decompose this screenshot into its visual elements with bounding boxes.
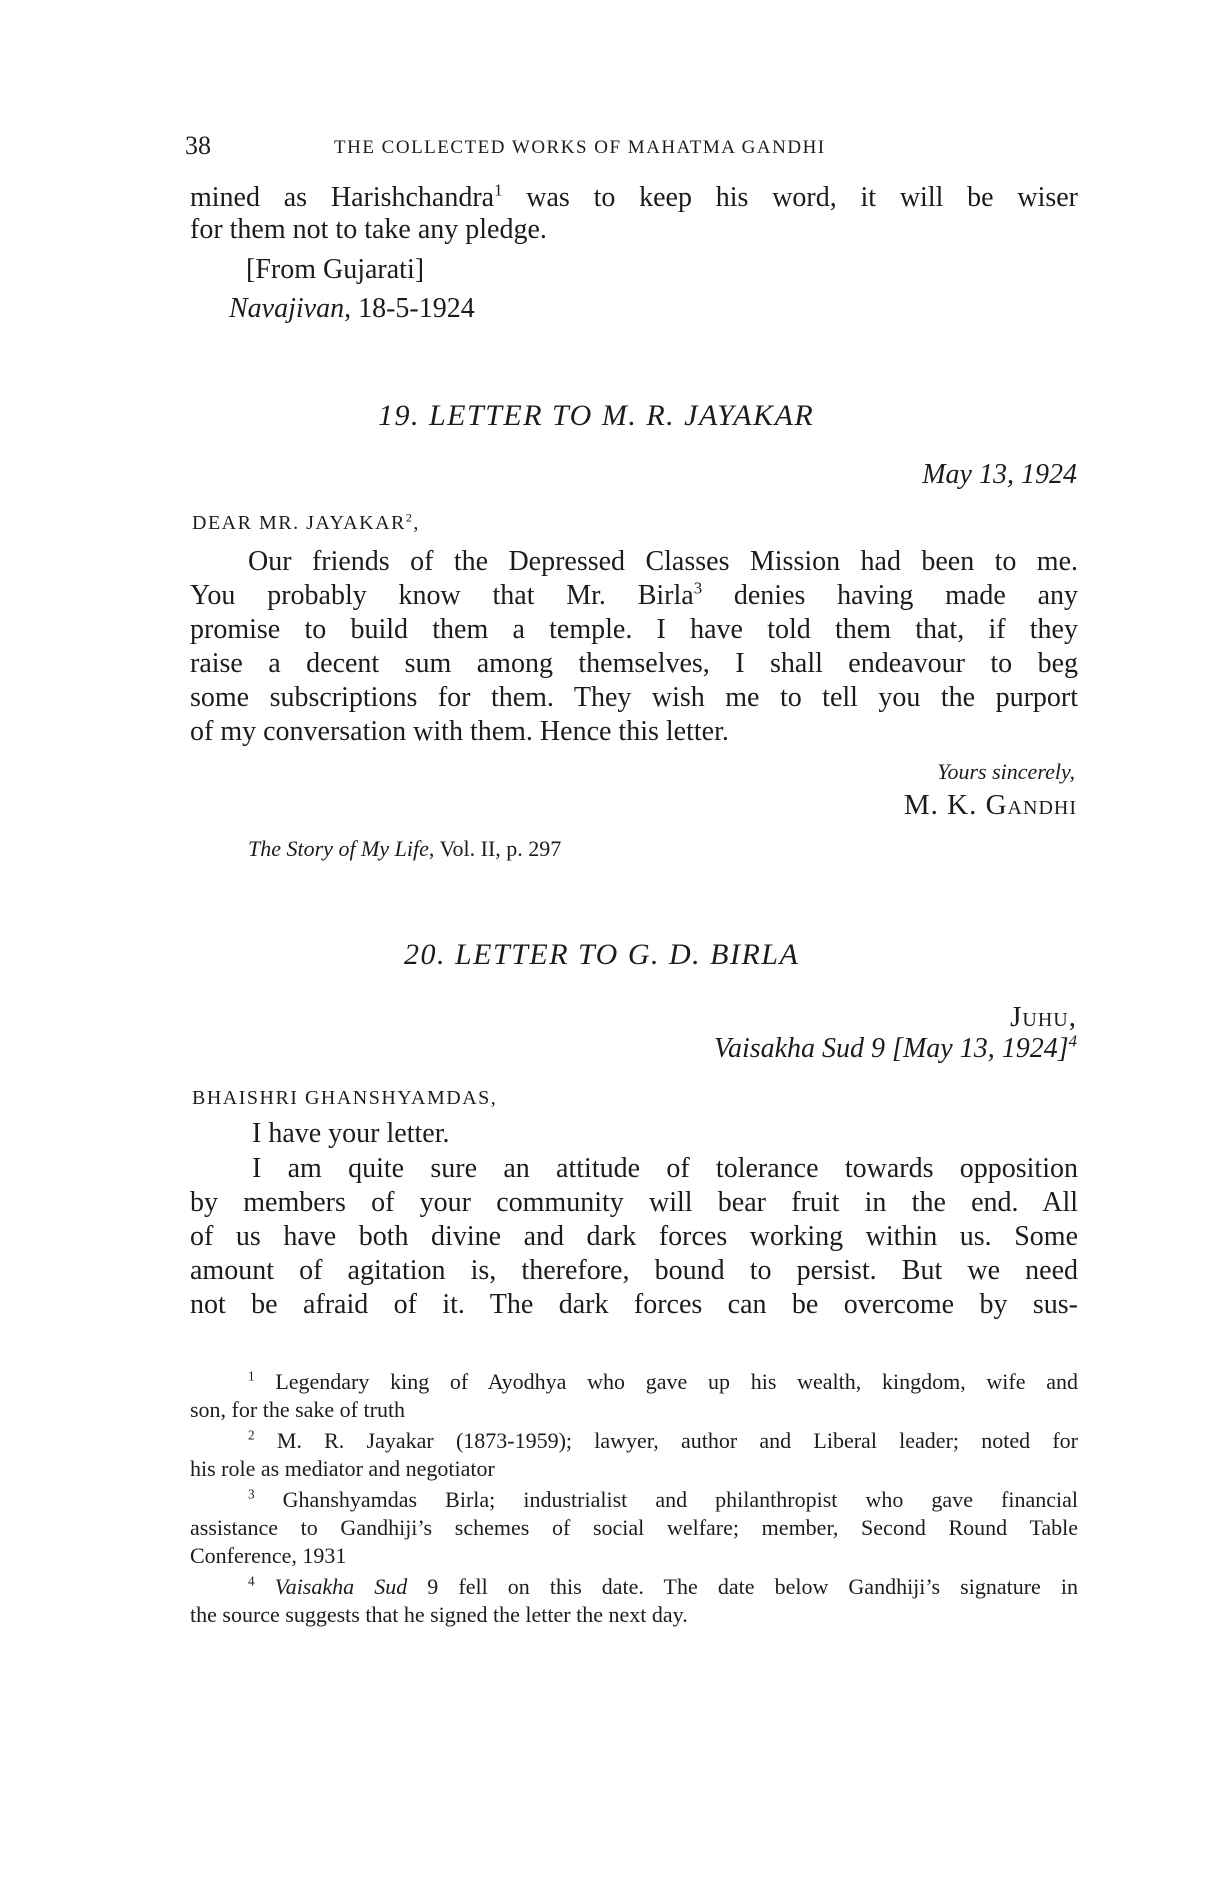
letter-19-line-1: Our friends of the Depressed Classes Mission had been to me. xyxy=(248,546,1078,577)
citation-title: Navajivan xyxy=(229,293,345,324)
letter-20-line-5: amount of agitation is, therefore, bound to persist. But we need xyxy=(190,1255,1078,1286)
letter-19-line-3: promise to build them a temple. I have told them that, if they xyxy=(190,614,1078,645)
footnote-2-line-2: his role as mediator and negotiator xyxy=(190,1456,495,1481)
citation: Navajivan, 18-5-1924 xyxy=(229,293,475,324)
footnote-3-line-3: Conference, 1931 xyxy=(190,1543,347,1568)
letter-19-line-6: of my conversation with them. Hence this letter. xyxy=(190,716,729,747)
letter-20-heading: 20. LETTER TO G. D. BIRLA xyxy=(404,938,800,971)
letter-20-salutation: BHAISHRI GHANSHYAMDAS, xyxy=(192,1087,498,1109)
letter-19-line-4: raise a decent sum among themselves, I shall endeavour to beg xyxy=(190,648,1078,679)
letter-19-salutation: DEAR MR. JAYAKAR$^2$, xyxy=(192,510,420,534)
page-number: 38 xyxy=(185,131,211,160)
footnote-4-line-2: the source suggests that he signed the letter the next day. xyxy=(190,1602,688,1627)
letter-20-line-4: of us have both divine and dark forces working within us. Some xyxy=(190,1221,1078,1252)
footnote-1: $^1$ Legendary king of Ayodhya who gave up his wealth, kingdom, wife and xyxy=(248,1368,1078,1394)
letter-20-date: Vaisakha Sud 9 [May 13, 1924]$^4$ xyxy=(713,1031,1077,1064)
letter-19-source: The Story of My Life, Vol. II, p. 297 xyxy=(248,836,562,861)
footnote-1-line-2: son, for the sake of truth xyxy=(190,1397,406,1422)
letter-19-date: May 13, 1924 xyxy=(922,459,1077,490)
letter-19-heading: 19. LETTER TO M. R. JAYAKAR xyxy=(378,399,815,432)
intro-line-1: mined as Harishchandra$^1$ was to keep his word, it will be wiser xyxy=(190,180,1078,213)
letter-19-line-5: some subscriptions for them. They wish me to tell you the purport xyxy=(190,682,1078,713)
footnote-ref-1: 1 xyxy=(494,180,503,200)
letter-20-line-1: I have your letter. xyxy=(252,1118,450,1149)
footnote-2: $^2$ M. R. Jayakar (1873-1959); lawyer, author and Liberal leader; noted for xyxy=(248,1427,1078,1453)
source-language: [From Gujarati] xyxy=(246,254,425,285)
letter-19-line-2: You probably know that Mr. Birla$^3$ denies having made any xyxy=(190,578,1078,611)
footnote-ref-4: 4 xyxy=(1068,1031,1077,1051)
letter-19-signature: M. K. Gandhi xyxy=(903,789,1077,821)
letter-20-line-2: I am quite sure an attitude of tolerance towards opposition xyxy=(252,1153,1078,1184)
letter-19-closing: Yours sincerely, xyxy=(937,759,1075,784)
footnote-3: $^3$ Ghanshyamdas Birla; industrialist and philanthropist who gave financial xyxy=(248,1486,1078,1512)
letter-20-line-3: by members of your community will bear fruit in the end. All xyxy=(190,1187,1078,1218)
intro-line-2: for them not to take any pledge. xyxy=(190,214,547,245)
footnote-4: $^4$ Vaisakha Sud 9 fell on this date. The date below Gandhiji’s signature in xyxy=(248,1573,1079,1599)
running-title: THE COLLECTED WORKS OF MAHATMA GANDHI xyxy=(334,137,826,158)
letter-20-place: Juhu, xyxy=(1010,1001,1077,1033)
footnote-ref-3: 3 xyxy=(693,578,703,598)
letter-20-line-6: not be afraid of it. The dark forces can be overcome by sus- xyxy=(190,1289,1078,1320)
footnote-3-line-2: assistance to Gandhiji’s schemes of social welfare; member, Second Round Table xyxy=(190,1515,1078,1540)
